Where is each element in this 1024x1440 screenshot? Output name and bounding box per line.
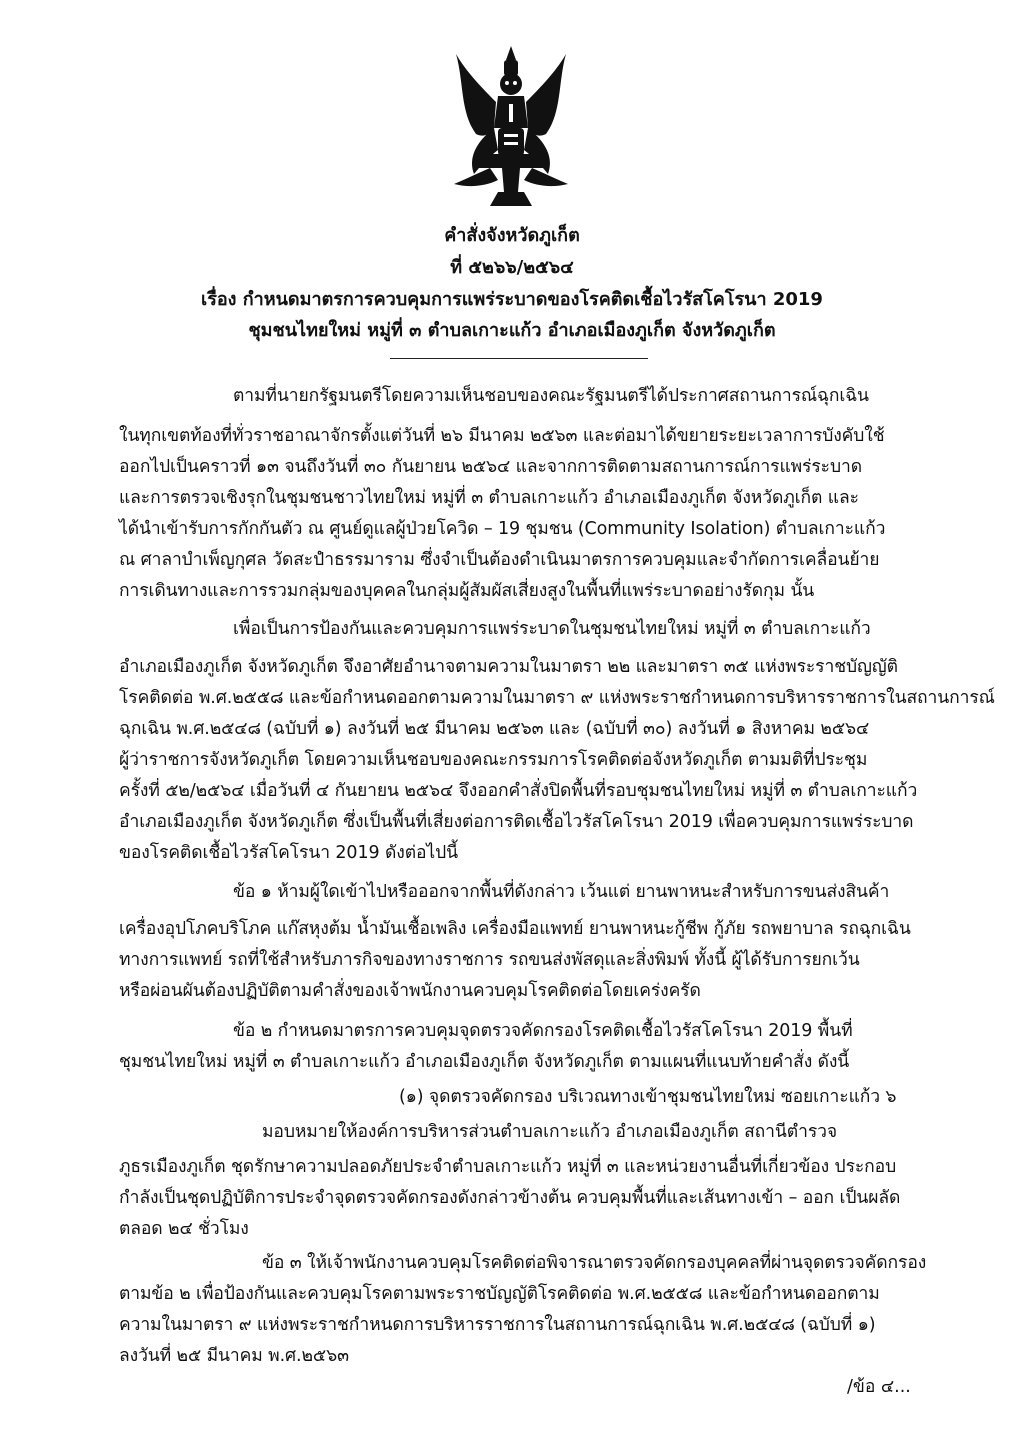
garuda-emblem-icon	[446, 42, 576, 210]
body-line: อำเภอเมืองภูเก็ต จังหวัดภูเก็ต จึงอาศัยอำนาจตามความในมาตรา ๒๒ และมาตรา ๓๕ แห่งพระราชบัญญัติ	[119, 657, 898, 677]
body-line: กำลังเป็นชุดปฏิบัติการประจำจุดตรวจคัดกรองดังกล่าวข้างต้น ควบคุมพื้นที่และเส้นทางเข้า – ออก เป็นผลัด	[119, 1188, 901, 1208]
header-divider	[390, 358, 648, 359]
continuation-marker: /ข้อ ๔...	[847, 1377, 911, 1397]
clause-1: ข้อ ๑ ห้ามผู้ใดเข้าไปหรือออกจากพื้นที่ดังกล่าว เว้นแต่ ยานพาหนะสำหรับการขนส่งสินค้า	[233, 882, 890, 902]
body-line: ในทุกเขตท้องที่ทั่วราชอาณาจักรตั้งแต่วันที่ ๒๖ มีนาคม ๒๕๖๓ และต่อมาได้ขยายระยะเวลาการบังคับใช้	[119, 426, 885, 446]
order-number: ที่ ๕๒๖๖/๒๕๖๔	[450, 257, 574, 278]
body-line: ผู้ว่าราชการจังหวัดภูเก็ต โดยความเห็นชอบของคณะกรรมการโรคติดต่อจังหวัดภูเก็ต ตามมติที่ประชุม	[119, 750, 868, 770]
body-line: และการตรวจเชิงรุกในชุมชนชาวไทยใหม่ หมู่ที่ ๓ ตำบลเกาะแก้ว อำเภอเมืองภูเก็ต จังหวัดภูเก็ต และ	[119, 488, 859, 508]
body-line: ความในมาตรา ๙ แห่งพระราชกำหนดการบริหารราชการในสถานการณ์ฉุกเฉิน พ.ศ.๒๕๔๘ (ฉบับที่ ๑)	[119, 1315, 876, 1335]
body-line: ทางการแพทย์ รถที่ใช้สำหรับภารกิจของทางราชการ รถขนส่งพัสดุและสิ่งพิมพ์ ทั้งนี้ ผู้ได้รับการยกเว้น	[119, 950, 860, 970]
body-line: การเดินทางและการรวมกลุ่มของบุคคลในกลุ่มผู้สัมผัสเสี่ยงสูงในพื้นที่แพร่ระบาดอย่างรัดกุม นั้น	[119, 581, 815, 601]
body-line: ภูธรเมืองภูเก็ต ชุดรักษาความปลอดภัยประจำตำบลเกาะแก้ว หมู่ที่ ๓ และหน่วยงานอื่นที่เกี่ยวข้อง ประกอบ	[119, 1157, 897, 1177]
clause-2: ข้อ ๒ กำหนดมาตรการควบคุมจุดตรวจคัดกรองโรคติดเชื้อไวรัสโคโรนา 2019 พื้นที่	[233, 1021, 853, 1041]
sub-clause-1: (๑) จุดตรวจคัดกรอง บริเวณทางเข้าชุมชนไทยใหม่ ซอยเกาะแก้ว ๖	[399, 1087, 897, 1107]
clause-3: ข้อ ๓ ให้เจ้าพนักงานควบคุมโรคติดต่อพิจารณาตรวจคัดกรองบุคคลที่ผ่านจุดตรวจคัดกรอง	[262, 1253, 927, 1273]
body-line: ฉุกเฉิน พ.ศ.๒๕๔๘ (ฉบับที่ ๑) ลงวันที่ ๒๕ มีนาคม ๒๕๖๓ และ (ฉบับที่ ๓๐) ลงวันที่ ๑ สิงหาคม ๒๕๖๔	[119, 719, 870, 739]
body-line: ครั้งที่ ๕๒/๒๕๖๔ เมื่อวันที่ ๔ กันยายน ๒๕๖๔ จึงออกคำสั่งปิดพื้นที่รอบชุมชนไทยใหม่ หมู่ที่ ๓ ตำบลเกาะแก้ว	[119, 781, 918, 801]
body-line: ออกไปเป็นคราวที่ ๑๓ จนถึงวันที่ ๓๐ กันยายน ๒๕๖๔ และจากการติดตามสถานการณ์การแพร่ระบาด	[119, 457, 862, 477]
body-line: เพื่อเป็นการป้องกันและควบคุมการแพร่ระบาดในชุมชนไทยใหม่ หมู่ที่ ๓ ตำบลเกาะแก้ว	[233, 619, 871, 639]
body-line: ลงวันที่ ๒๕ มีนาคม พ.ศ.๒๕๖๓	[119, 1346, 349, 1366]
body-line: เครื่องอุปโภคบริโภค แก๊สหุงต้ม น้ำมันเชื้อเพลิง เครื่องมือแพทย์ ยานพาหนะกู้ชีพ กู้ภัย รถพยาบาล รถฉุกเฉิน	[119, 919, 911, 939]
body-line: ได้นำเข้ารับการกักกันตัว ณ ศูนย์ดูแลผู้ป่วยโควิด – 19 ชุมชน (Community Isolation) ตำบลเกาะแก้ว	[119, 519, 886, 539]
body-line: ตามที่นายกรัฐมนตรีโดยความเห็นชอบของคณะรัฐมนตรีได้ประกาศสถานการณ์ฉุกเฉิน	[233, 386, 869, 406]
body-line: ตามข้อ ๒ เพื่อป้องกันและควบคุมโรคตามพระราชบัญญัติโรคติดต่อ พ.ศ.๒๕๕๘ และข้อกำหนดออกตาม	[119, 1284, 880, 1304]
order-subject: เรื่อง กำหนดมาตรการควบคุมการแพร่ระบาดของโรคติดเชื้อไวรัสโคโรนา 2019	[201, 289, 823, 310]
order-title: คำสั่งจังหวัดภูเก็ต	[444, 225, 580, 246]
body-line: อำเภอเมืองภูเก็ต จังหวัดภูเก็ต ซึ่งเป็นพื้นที่เสี่ยงต่อการติดเชื้อไวรัสโคโรนา 2019 เพื่อควบคุมการแพร่ระบาด	[119, 812, 914, 832]
body-line: ของโรคติดเชื้อไวรัสโคโรนา 2019 ดังต่อไปนี้	[119, 843, 458, 863]
body-line: ตลอด ๒๔ ชั่วโมง	[119, 1219, 249, 1239]
body-line: หรือผ่อนผันต้องปฏิบัติตามคำสั่งของเจ้าพนักงานควบคุมโรคติดต่อโดยเคร่งครัด	[119, 981, 701, 1001]
body-line: ณ ศาลาบำเพ็ญกุศล วัดสะปำธรรมาราม ซึ่งจำเป็นต้องดำเนินมาตรการควบคุมและจำกัดการเคลื่อนย้าย	[119, 550, 880, 570]
body-line: มอบหมายให้องค์การบริหารส่วนตำบลเกาะแก้ว อำเภอเมืองภูเก็ต สถานีตำรวจ	[262, 1122, 838, 1142]
order-subject-location: ชุมชนไทยใหม่ หมู่ที่ ๓ ตำบลเกาะแก้ว อำเภอเมืองภูเก็ต จังหวัดภูเก็ต	[248, 320, 776, 341]
body-line: ชุมชนไทยใหม่ หมู่ที่ ๓ ตำบลเกาะแก้ว อำเภอเมืองภูเก็ต จังหวัดภูเก็ต ตามแผนที่แนบท้ายคำสั่ง ดังนี้	[119, 1052, 850, 1072]
body-line: โรคติดต่อ พ.ศ.๒๕๕๘ และข้อกำหนดออกตามความในมาตรา ๙ แห่งพระราชกำหนดการบริหารราชการในสถานการณ์	[119, 688, 995, 708]
